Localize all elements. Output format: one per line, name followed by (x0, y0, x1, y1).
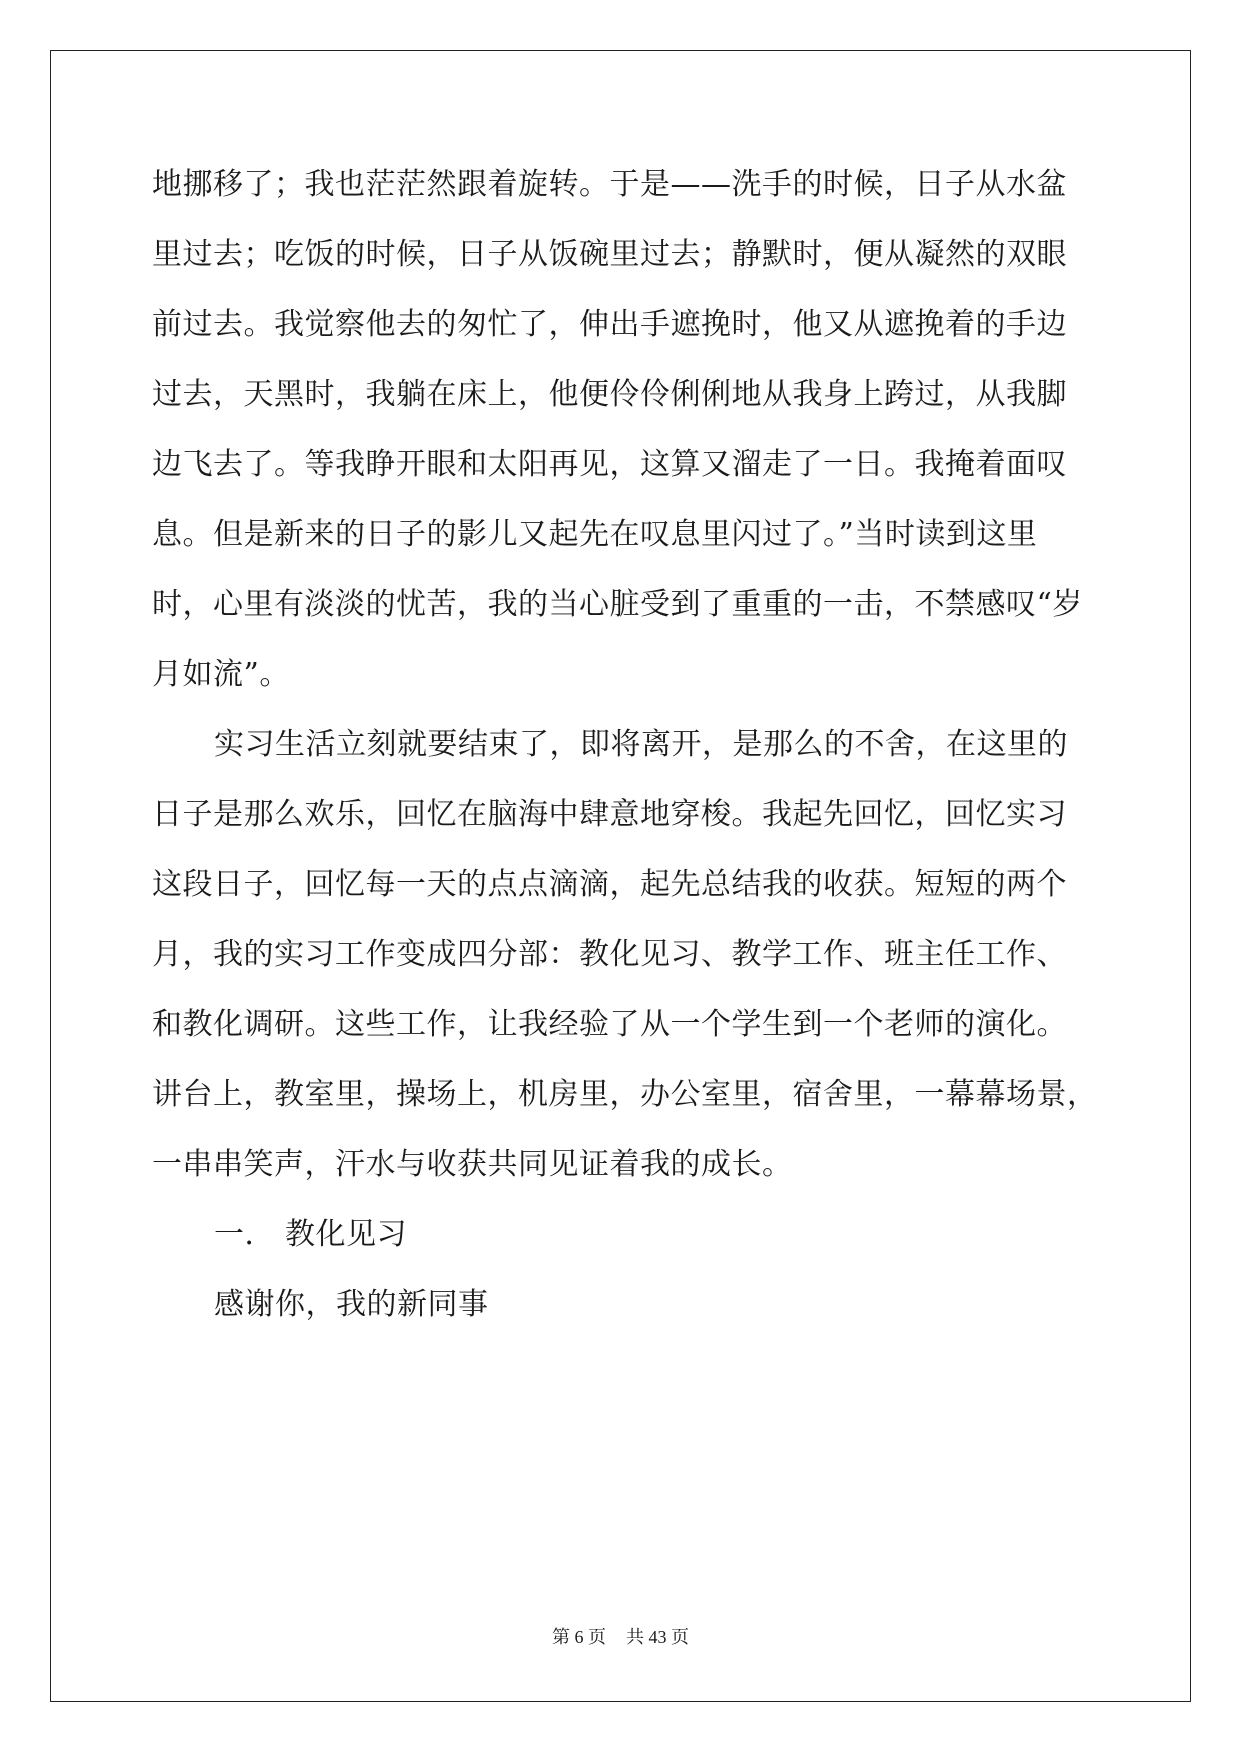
text-line: 月，我的实习工作变成四分部：教化见习、教学工作、班主任工作、 (152, 937, 1067, 972)
text-line: 里过去；吃饭的时候，日子从饭碗里过去；静默时，便从凝然的双眼 (152, 237, 1067, 272)
text-line: 一串串笑声，汗水与收获共同见证着我的成长。 (152, 1147, 793, 1182)
page-footer (0, 1625, 1241, 1649)
text-line: 和教化调研。这些工作，让我经验了从一个学生到一个老师的演化。 (152, 1007, 1067, 1042)
text-line: 讲台上，教室里，操场上，机房里，办公室里，宿舍里，一幕幕场景， (152, 1077, 1098, 1112)
subheading: 感谢你，我的新同事 (214, 1287, 489, 1322)
page-total: 共 43 页 (626, 1627, 689, 1647)
text-line: 日子是那么欢乐，回忆在脑海中肆意地穿梭。我起先回忆，回忆实习 (152, 797, 1067, 832)
paragraph-start-line: 实习生活立刻就要结束了，即将离开，是那么的不舍，在这里的 (214, 727, 1068, 762)
text-line: 地挪移了；我也茫茫然跟着旋转。于是——洗手的时候，日子从水盆 (152, 167, 1067, 202)
text-line: 这段日子，回忆每一天的点点滴滴，起先总结我的收获。短短的两个 (152, 867, 1067, 902)
text-line: 过去，天黑时，我躺在床上，他便伶伶俐俐地从我身上跨过，从我脚 (152, 377, 1067, 412)
text-line: 时，心里有淡淡的忧苦，我的当心脏受到了重重的一击，不禁感叹“岁 (152, 587, 1083, 622)
text-line: 息。但是新来的日子的影儿又起先在叹息里闪过了。”当时读到这里 (152, 517, 1038, 552)
text-line: 前过去。我觉察他去的匆忙了，伸出手遮挽时，他又从遮挽着的手边 (152, 307, 1067, 342)
text-line: 月如流”。 (152, 657, 290, 692)
page-number: 第 6 页 (552, 1627, 606, 1647)
section-heading: 一． 教化见习 (214, 1217, 408, 1252)
text-line: 边飞去了。等我睁开眼和太阳再见，这算又溜走了一日。我掩着面叹 (152, 447, 1067, 482)
